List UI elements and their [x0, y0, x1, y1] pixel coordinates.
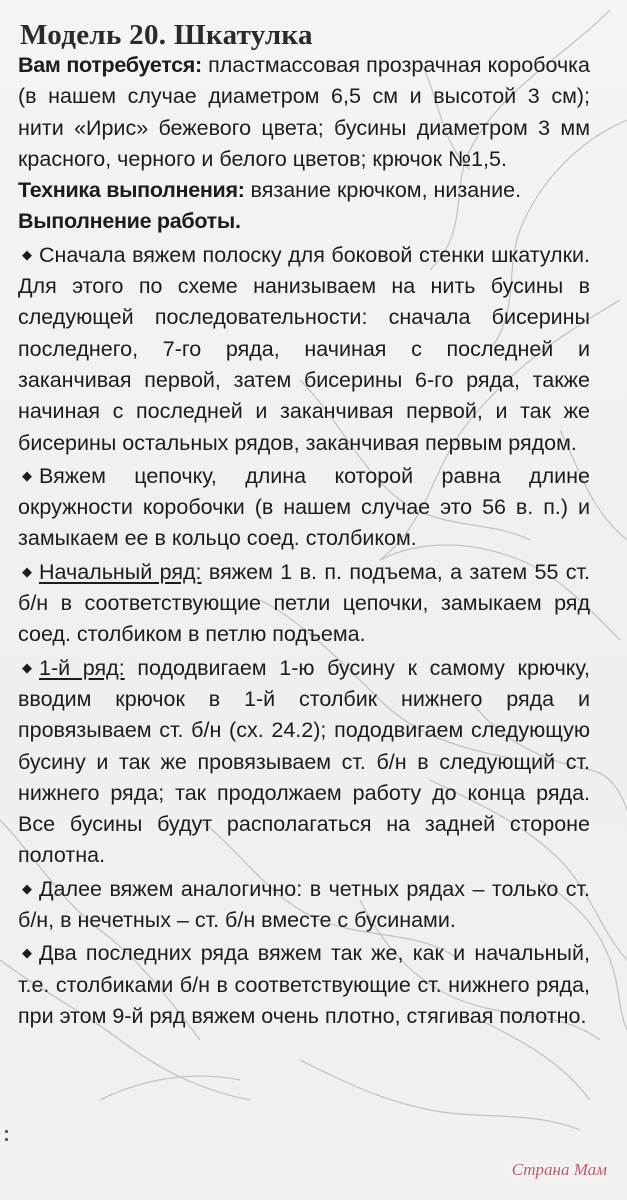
bullet-icon: ◆ [22, 246, 32, 262]
bullet-icon: ◆ [22, 659, 32, 675]
step-6-text: Два последних ряда вяжем так же, как и начальный, т.е. столбиками б/н в соответствующие ст. нижнего ряда, при этом 9-й ряд вяжем очень плотно, стягивая полотно. [18, 941, 590, 1028]
step-4-text: пододвигаем 1-ю бусину к самому крючку, вводим крючок в 1-й столбик нижнего ряда и провязываем ст. б/н (сх. 24.2); пододвигаем следующую бусину и так же провязываем ст. б/н в следующий ст. нижнего ряда; так продолжаем работу до конца ряда. Все бусины будут располагаться на задней стороне полотна. [18, 655, 590, 868]
step-5-text: Далее вяжем аналогично: в четных рядах – только ст. б/н, в нечетных – ст. б/н вместе с бусинами. [18, 876, 590, 933]
bullet-icon: ◆ [22, 945, 32, 961]
step-2-text: Вяжем цепочку, длина которой равна длине окружности коробочки (в нашем случае это 56 в. п.) и замыкаем ее в кольцо соед. столбиком. [18, 463, 590, 551]
work-heading: Выполнение работы. [18, 209, 241, 234]
step-2 [18, 460, 590, 555]
step-5 [18, 873, 590, 937]
step-3-text: вяжем 1 в. п. подъема, а затем 55 ст. б/н в соответствующие петли цепочки, замыкаем ряд соед. столбиком в петлю подъема. [18, 559, 590, 647]
bullet-icon: ◆ [22, 467, 32, 483]
page-title: Модель 20. Шкатулка [20, 19, 313, 51]
technique-paragraph [18, 175, 590, 206]
step-3-label: Начальный ряд: [39, 559, 202, 584]
article-body [18, 50, 590, 1032]
step-4-label: 1-й ряд: [39, 655, 125, 680]
step-3 [18, 556, 590, 651]
requirements-text: пластмассовая прозрачная коробочка (в нашем случае диаметром 6,5 см и высотой 3 см); нити «Ирис» бежевого цвета; бусины диаметром 3 мм красного, черного и белого цветов; крючок №1,5. [18, 53, 590, 171]
bullet-icon: ◆ [22, 563, 32, 579]
technique-text: вязание крючком, низание. [244, 178, 522, 203]
step-6 [18, 937, 590, 1032]
requirements-label: Вам потребуется: [18, 53, 202, 77]
watermark-logo: Страна Мам [511, 1160, 607, 1179]
requirements-paragraph [18, 50, 590, 175]
step-1-text: Сначала вяжем полоску для боковой стенки шкатулки. Для этого по схеме нанизываем на нить бусины в следующей последовательности: сначала бисерины последнего, 7-го ряда, начиная с последней и заканчивая первой, затем бисерины 6-го ряда, также начиная с последней и заканчивая первой, и так же бисерины остальных рядов, заканчивая первым рядом. [18, 242, 590, 455]
technique-label: Техника выполнения: [18, 178, 245, 203]
step-1 [18, 239, 590, 459]
scan-mark [4, 1129, 11, 1143]
bullet-icon: ◆ [22, 880, 32, 896]
step-4 [18, 652, 590, 872]
